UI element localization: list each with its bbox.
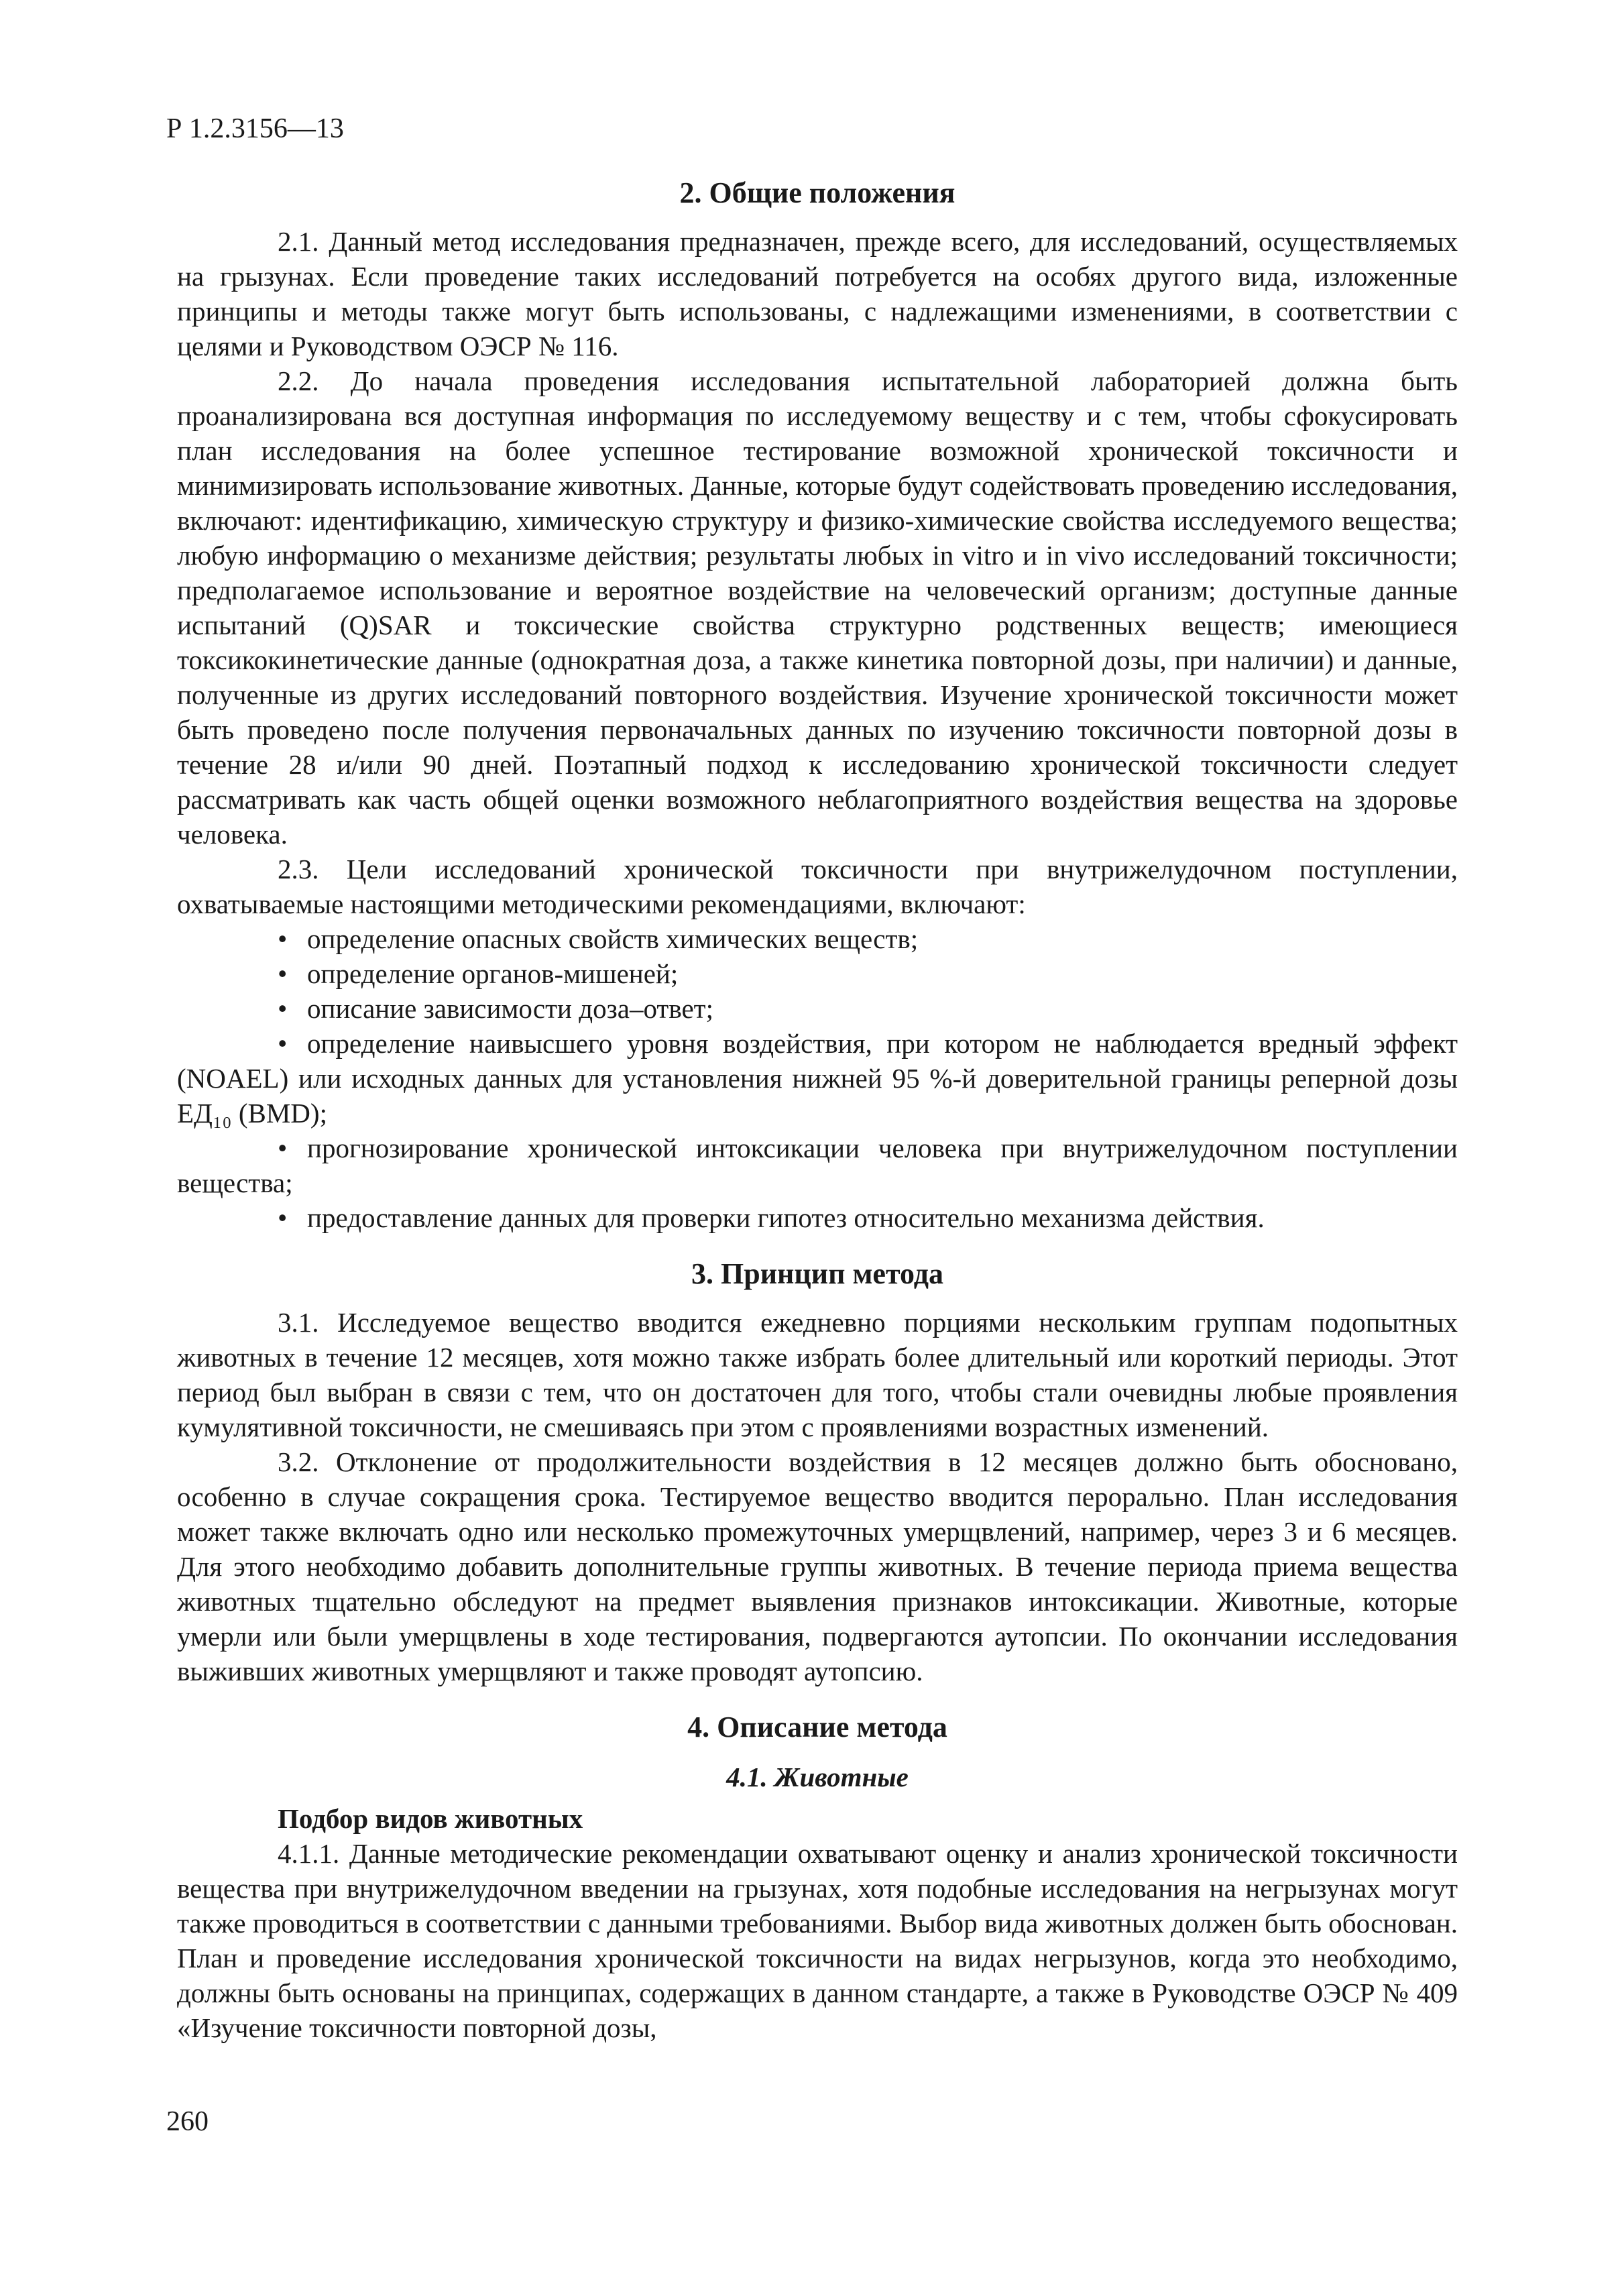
list-item: • определение опасных свойств химических веществ; [177, 921, 1458, 956]
section-4-title: 4. Описание метода [687, 1711, 947, 1743]
bullet-icon: • [278, 993, 288, 1024]
animal-selection-heading: Подбор видов животных [278, 1803, 583, 1834]
paragraph-3-1: 3.1. Исследуемое вещество вводится ежедневно порциями нескольким группам подопытных животных в течение 12 месяцев, хотя можно также избрать более длительный или короткий периоды. Этот период был выбран в связи с тем, что он достаточен для того, чтобы стали очевидны любые проявления кумулятивной токсичности, не смешиваясь при этом с проявлениями возрастных изменений. [177, 1307, 1458, 1442]
bullet-icon: • [278, 923, 288, 954]
list-item: • определение органов-мишеней; [177, 956, 1458, 991]
paragraph-3-2: 3.2. Отклонение от продолжительности воздействия в 12 месяцев должно быть обосновано, особенно в случае сокращения срока. Тестируемое вещество вводится перорально. План исследования может также включать одно или несколько промежуточных умерщвлений, например, через 3 и 6 месяцев. Для этого необходимо добавить дополнительные группы животных. В течение периода приема вещества животных тщательно обследуют на предмет выявления признаков интоксикации. Животные, которые умерли или были умерщвлены в ходе тестирования, подвергаются аутопсии. По окончании исследования выживших животных умерщвляют и также проводят аутопсию. [177, 1446, 1458, 1686]
bullet-icon: • [278, 1202, 288, 1233]
page-number: 260 [166, 2106, 209, 2137]
bullet-icon: • [278, 958, 288, 989]
list-item: • предоставление данных для проверки гипотез относительно механизма действия. [177, 1200, 1458, 1235]
list-item: • определение наивысшего уровня воздействия, при котором не наблюдается вредный эффект (NOAEL) или исходных данных для установления нижней 95 %-й доверительной границы реперной дозы ЕД₁₀ (BMD); [177, 1026, 1458, 1131]
bullet-icon: • [278, 1133, 288, 1163]
document-body [177, 173, 1458, 2045]
paragraph-2-2: 2.2. До начала проведения исследования испытательной лабораторией должна быть проанализирована вся доступная информация по исследуемому веществу и с тем, чтобы сфокусировать план исследования на более успешное тестирование возможной хронической токсичности и минимизировать использование животных. Данные, которые будут содействовать проведению исследования, включают: идентификацию, химическую структуру и физико-химические свойства исследуемого вещества; любую информацию о механизме действия; результаты любых in vitro и in vivo исследований токсичности; предполагаемое использование и вероятное воздействие на человеческий организм; доступные данные испытаний (Q)SAR и токсические свойства структурно родственных веществ; имеющиеся токсикокинетические данные (однократная доза, а также кинетика повторной дозы, при наличии) и данные, полученные из других исследований повторного воздействия. Изучение хронической токсичности может быть проведено после получения первоначальных данных по изучению токсичности повторной дозы в течение 28 и/или 90 дней. Поэтапный подход к исследованию хронической токсичности следует рассматривать как часть общей оценки возможного неблагоприятного воздействия вещества на здоровье человека. [177, 365, 1458, 850]
section-2-title: 2. Общие положения [679, 176, 955, 209]
section-3-title: 3. Принцип метода [691, 1257, 943, 1290]
document-code: Р 1.2.3156—13 [166, 113, 344, 144]
paragraph-2-3: 2.3. Цели исследований хронической токсичности при внутрижелудочном поступлении, охватываемые настоящими методическими рекомендациями, включают: [177, 854, 1458, 919]
paragraph-4-1-1: 4.1.1. Данные методические рекомендации охватывают оценку и анализ хронической токсичности вещества при внутрижелудочном введении на грызунах, хотя подобные исследования на негрызунах могут также проводиться в соответствии с данными требованиями. Выбор вида животных должен быть обоснован. План и проведение исследования хронической токсичности на видах негрызунов, когда это необходимо, должны быть основаны на принципах, содержащих в данном стандарте, а также в Руководстве ОЭСР № 409 «Изучение токсичности повторной дозы, [177, 1838, 1458, 2043]
list-item: • описание зависимости доза–ответ; [177, 991, 1458, 1026]
objectives-list [177, 921, 1458, 1235]
subsection-4-1-title: 4.1. Животные [726, 1762, 909, 1792]
list-item: • прогнозирование хронической интоксикации человека при внутрижелудочном поступлении вещества; [177, 1131, 1458, 1200]
paragraph-2-1: 2.1. Данный метод исследования предназначен, прежде всего, для исследований, осуществляемых на грызунах. Если проведение таких исследований потребуется на особях другого вида, изложенные принципы и методы также могут быть использованы, с надлежащими изменениями, в соответствии с целями и Руководством ОЭСР № 116. [177, 226, 1458, 361]
bullet-icon: • [278, 1028, 288, 1059]
